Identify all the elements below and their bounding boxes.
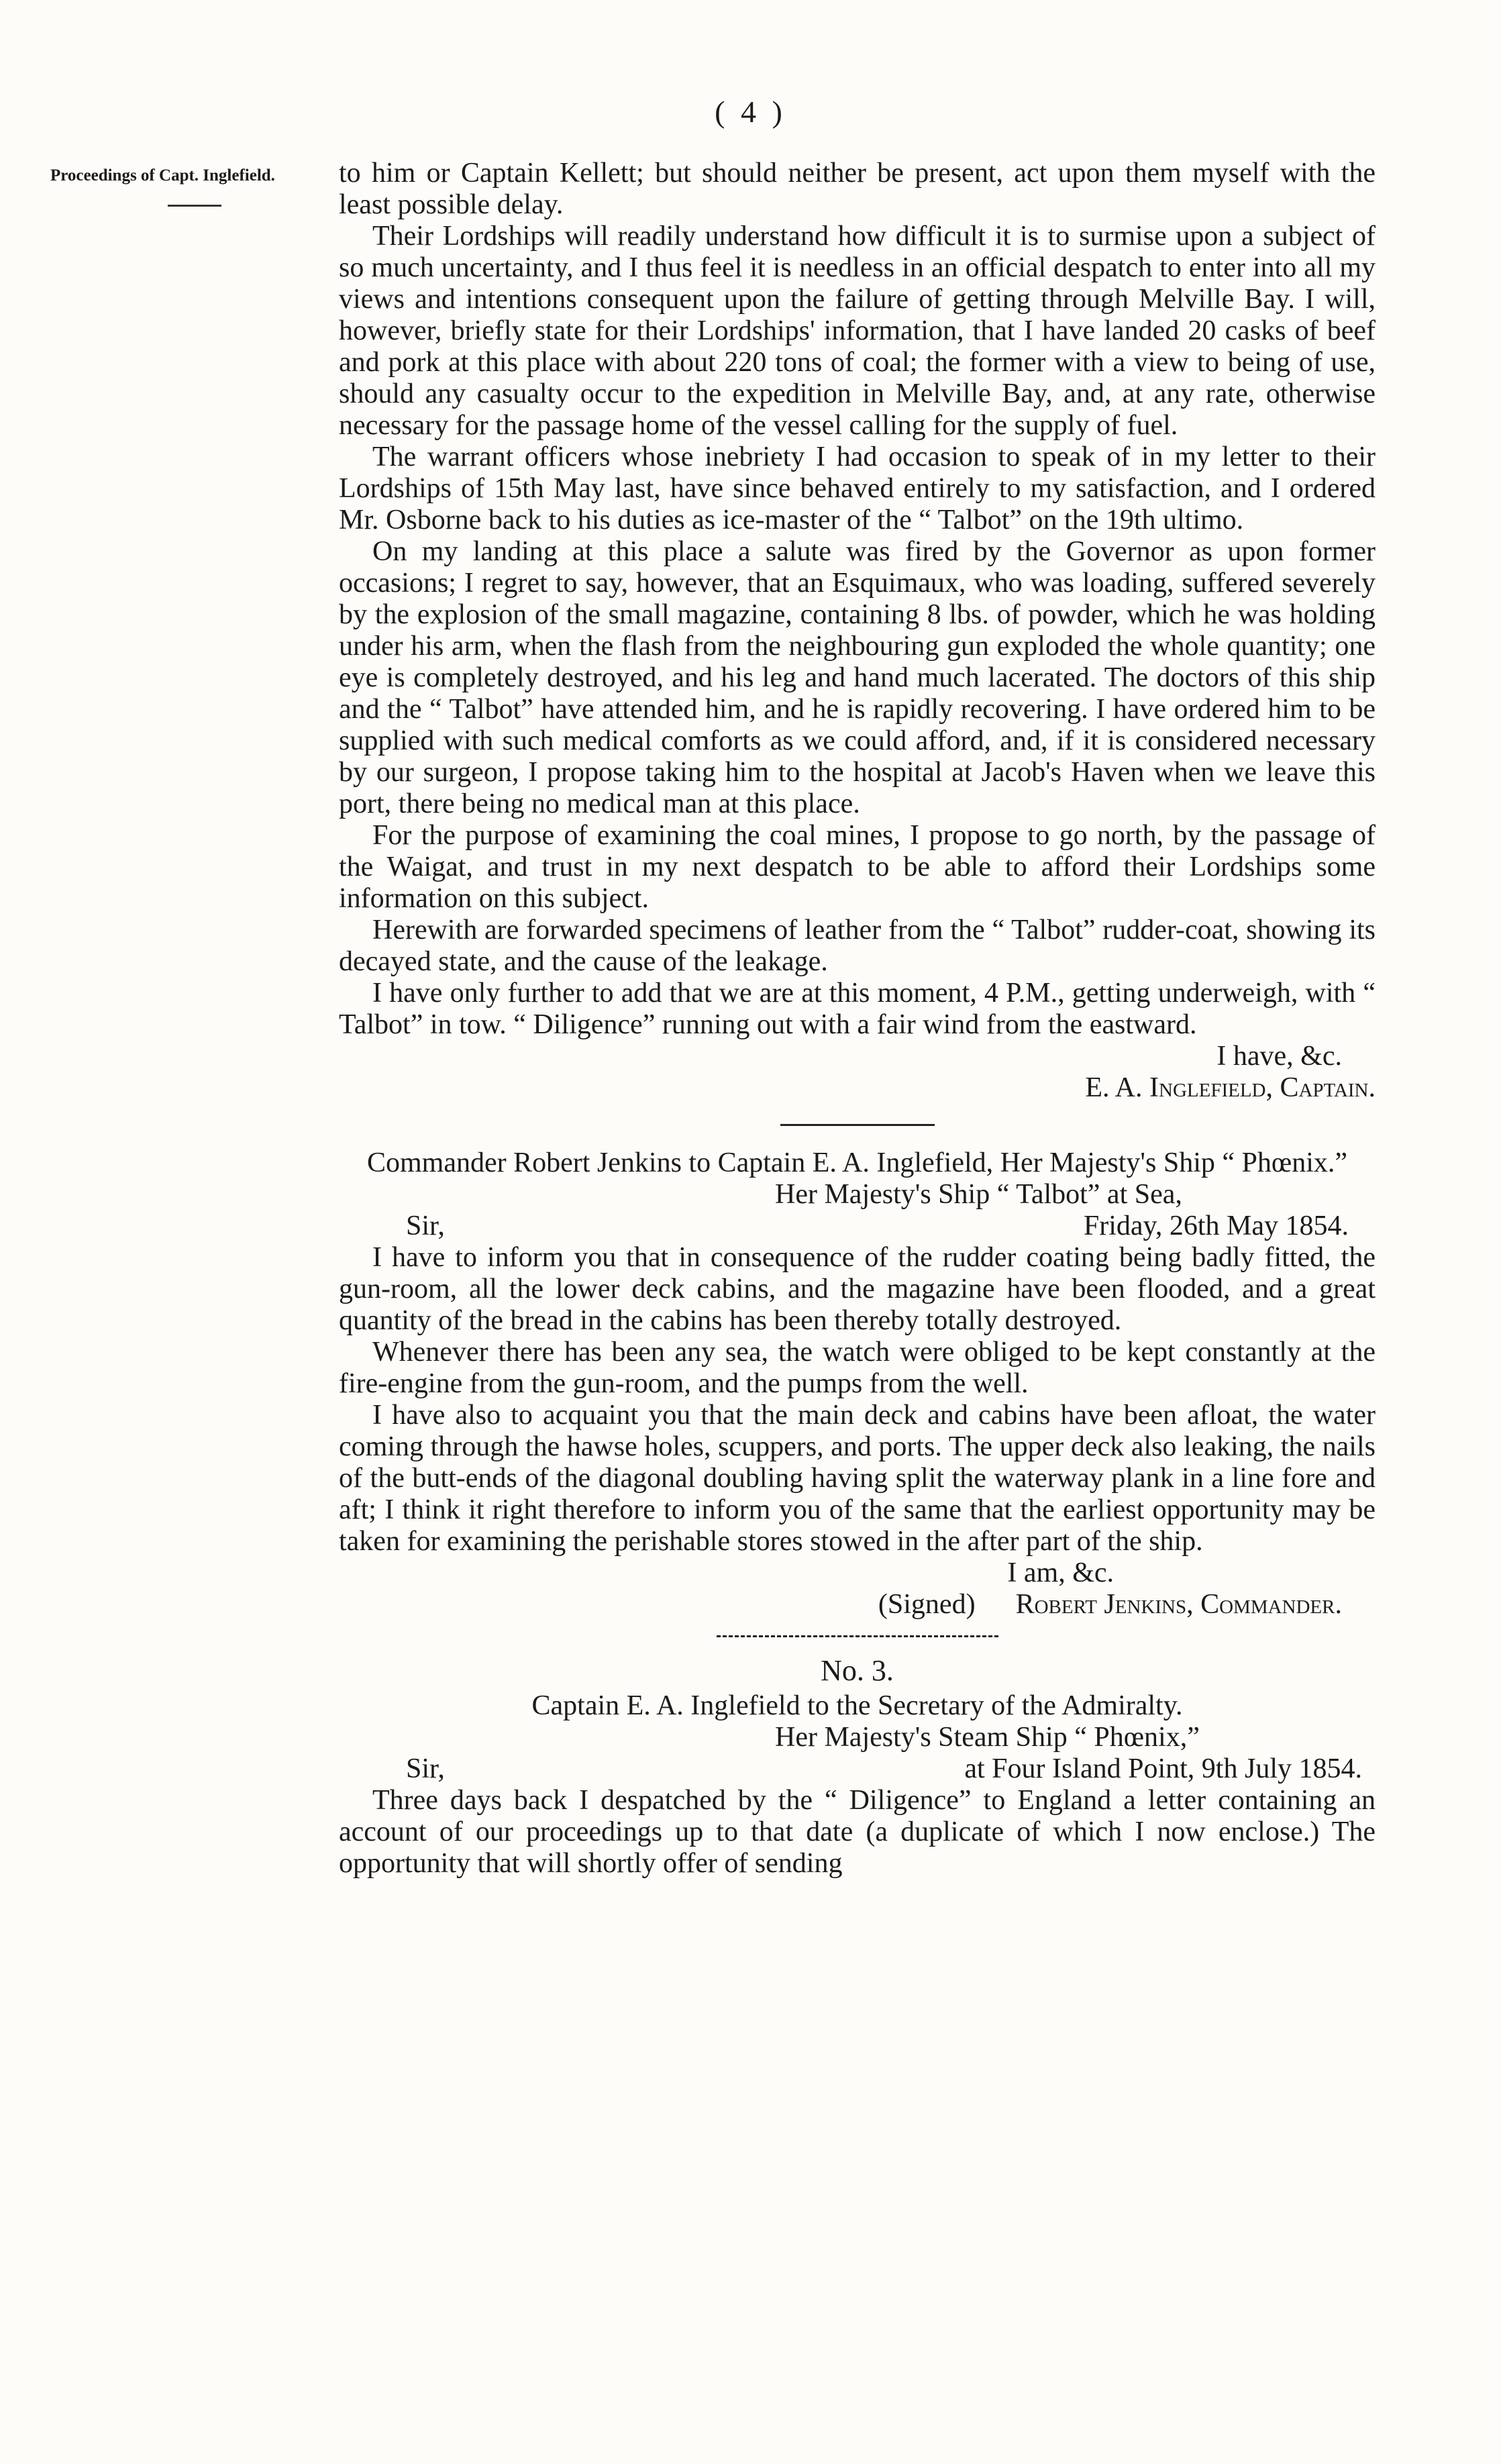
margin-note: Proceedings of Capt. Inglefield. xyxy=(50,166,275,185)
section-divider xyxy=(780,1124,935,1126)
salutation-row xyxy=(339,1211,1376,1242)
letter-heading: Captain E. A. Inglefield to the Secretary of the Admiralty. xyxy=(531,1690,1183,1721)
paragraph: The warrant officers whose inebriety I had occasion to speak of in my letter to their Lordships of 15th May last, have since behaved entirely to my satisfaction, and I ordered Mr. Osborne back to his duties as ice-master of the “ Talbot” on the 19th ultimo. xyxy=(339,442,1376,535)
signed-row xyxy=(339,1589,1376,1621)
closing: I am, &c. xyxy=(1007,1557,1114,1588)
signed-label: (Signed) xyxy=(878,1589,976,1620)
paragraph: Whenever there has been any sea, the watch were obliged to be kept constantly at the fire-engine from the gun-room, and the pumps from the well. xyxy=(339,1337,1376,1399)
salutation: Sir, xyxy=(406,1211,445,1241)
letter-heading: Commander Robert Jenkins to Captain E. A. Inglefield, Her Majesty's Ship “ Phœnix.” xyxy=(366,1147,1348,1178)
letter-date: Friday, 26th May 1854. xyxy=(1083,1211,1349,1241)
paragraph: I have only further to add that we are at this moment, 4 P.M., getting underweigh, with “ Talbot” in tow. “ Diligence” running out with a fair wind from the eastward. xyxy=(339,978,1376,1040)
paragraph: I have also to acquaint you that the main deck and cabins have been afloat, the water coming through the hawse holes, scuppers, and ports. The upper deck also leaking, the nails of the butt-ends of the diagonal doubling having split the waterway plank in a line fore and aft; I think it right therefore to inform you of the same that the earliest opportunity may be taken for examining the perishable stores stowed in the after part of the ship. xyxy=(339,1400,1376,1557)
paragraph: Herewith are forwarded specimens of leather from the “ Talbot” rudder-coat, showing its decayed state, and the cause of the leakage. xyxy=(339,915,1376,977)
letter-number: No. 3. xyxy=(821,1654,894,1687)
salutation-row xyxy=(339,1753,1376,1785)
paragraph: Three days back I despatched by the “ Diligence” to England a letter containing an account of our proceedings up to that date (a duplicate of which I now enclose.) The opportunity that will shortly offer of sending xyxy=(339,1785,1376,1879)
closing: I have, &c. xyxy=(1217,1041,1342,1072)
paragraph: to him or Captain Kellett; but should neither be present, act upon them myself with the least possible delay. xyxy=(339,158,1376,220)
signature: Robert Jenkins, Commander. xyxy=(1015,1589,1342,1620)
letter-place: Her Majesty's Steam Ship “ Phœnix,” xyxy=(775,1722,1200,1753)
letter-place: Her Majesty's Ship “ Talbot” at Sea, xyxy=(775,1179,1182,1210)
paragraph: On my landing at this place a salute was fired by the Governor as upon former occasions; I regret to say, however, that an Esquimaux, who was loading, suffered severely by the explosion of the small magazine, containing 8 lbs. of powder, which he was holding under his arm, when the flash from the neighbouring gun exploded the whole quantity; one eye is completely destroyed, and his leg and hand much lacerated. The doctors of this ship and the “ Talbot” have attended him, and he is rapidly recovering. I have ordered him to be supplied with such medical comforts as we could afford, and, if it is considered necessary by our surgeon, I propose taking him to the hospital at Jacob's Haven when we leave this port, there being no medical man at this place. xyxy=(339,536,1376,819)
section-divider xyxy=(717,1635,998,1637)
paragraph: For the purpose of examining the coal mines, I propose to go north, by the passage of the Waigat, and trust in my next despatch to be able to afford their Lordships some information on this subject. xyxy=(339,820,1376,914)
page-number: ( 4 ) xyxy=(715,95,786,129)
letter-date: at Four Island Point, 9th July 1854. xyxy=(964,1753,1362,1784)
margin-rule xyxy=(168,205,221,207)
paragraph: I have to inform you that in consequence of the rudder coating being badly fitted, the gun-room, all the lower deck cabins, and the magazine have been flooded, and a great quantity of the bread in the cabins has been thereby totally destroyed. xyxy=(339,1242,1376,1336)
paragraph: Their Lordships will readily understand how difficult it is to surmise upon a subject of so much uncertainty, and I thus feel it is needless in an official despatch to enter into all my views and intentions consequent upon the failure of getting through Melville Bay. I will, however, briefly state for their Lordships' information, that I have landed 20 casks of beef and pork at this place with about 220 tons of coal; the former with a view to being of use, should any casualty occur to the expedition in Melville Bay, and, at any rate, otherwise necessary for the passage home of the vessel calling for the supply of fuel. xyxy=(339,221,1376,441)
signature: E. A. Inglefield, Captain. xyxy=(1085,1072,1376,1103)
salutation: Sir, xyxy=(406,1753,445,1784)
body-text xyxy=(339,158,1376,1880)
